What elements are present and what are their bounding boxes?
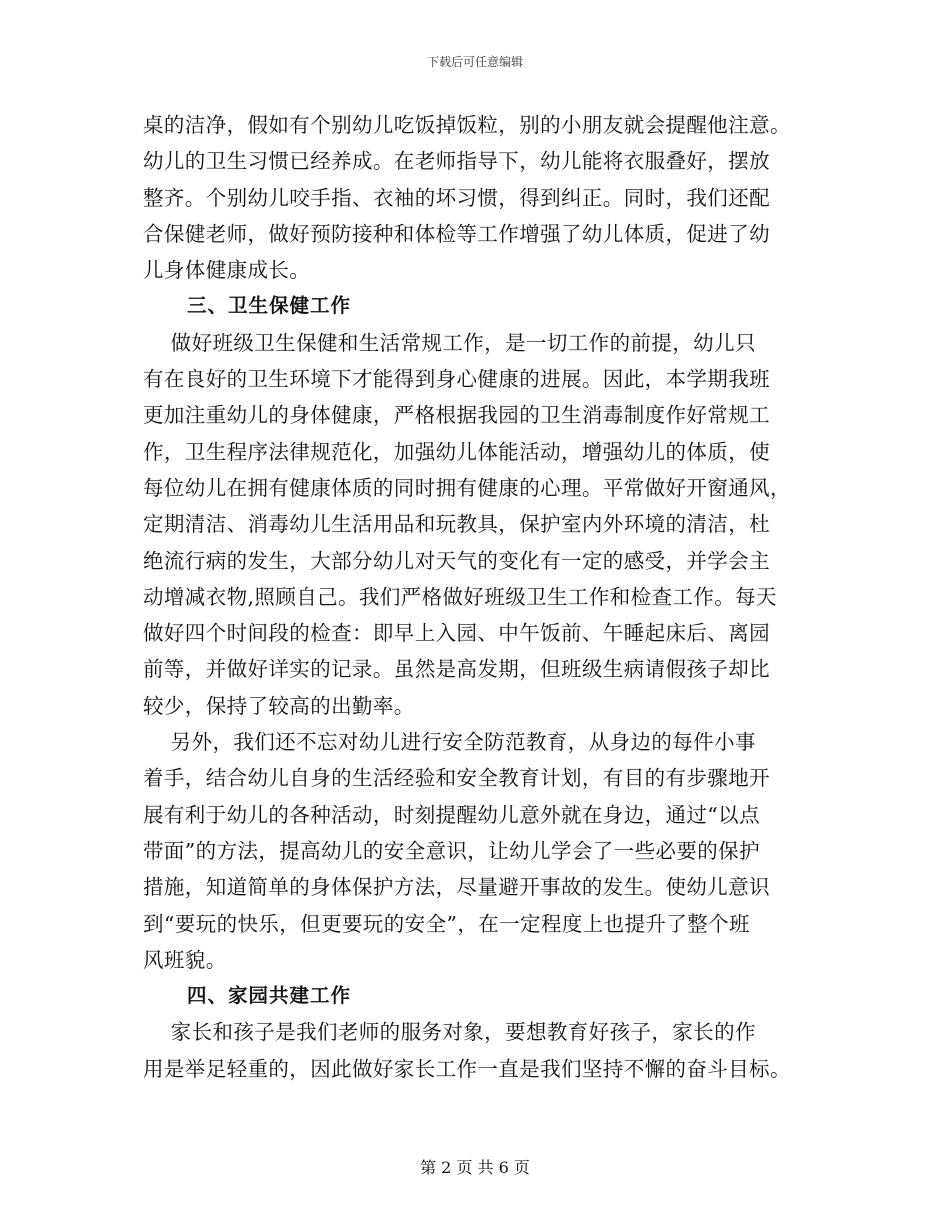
body-line: 动增减衣物,照顾自己。我们严格做好班级卫生工作和检查工作。每天 bbox=[143, 584, 777, 609]
section-heading: 三、卫生保健工作 bbox=[187, 294, 352, 318]
body-line: 较少，保持了较高的出勤率。 bbox=[143, 693, 415, 718]
document-body bbox=[143, 107, 807, 1087]
body-line: 做好四个时间段的检查：即早上入园、中午饭前、午睡起床后、离园 bbox=[143, 621, 770, 646]
page-header: 下载后可任意编辑 bbox=[426, 55, 523, 69]
body-line: 幼儿的卫生习惯已经养成。在老师指导下，幼儿能将衣服叠好，摆放 bbox=[143, 149, 770, 174]
body-line: 风班貌。 bbox=[143, 947, 227, 972]
page-footer: 第 2 页 共 6 页 bbox=[420, 1158, 530, 1177]
body-line: 桌的洁净，假如有个别幼儿吃饭掉饭粒，别的小朋友就会提醒他注意。 bbox=[143, 113, 791, 137]
body-line: 每位幼儿在拥有健康体质的同时拥有健康的心理。平常做好开窗通风， bbox=[143, 475, 791, 500]
body-line: 带面”的方法，提高幼儿的安全意识，让幼儿学会了一些必要的保护 bbox=[143, 838, 760, 863]
body-line: 着手，结合幼儿自身的生活经验和安全教育计划，有目的有步骤地开 bbox=[143, 766, 770, 791]
body-line: 儿身体健康成长。 bbox=[143, 258, 311, 283]
body-line: 用是举足轻重的，因此做好家长工作一直是我们坚持不懈的奋斗目标。 bbox=[143, 1056, 791, 1081]
body-line: 措施，知道简单的身体保护方法，尽量避开事故的发生。使幼儿意识 bbox=[143, 875, 770, 900]
body-line: 合保健老师，做好预防接种和体检等工作增强了幼儿体质，促进了幼 bbox=[143, 221, 770, 246]
body-line: 绝流行病的发生，大部分幼儿对天气的变化有一定的感受，并学会主 bbox=[143, 548, 770, 573]
body-line: 另外，我们还不忘对幼儿进行安全防范教育，从身边的每件小事 bbox=[143, 730, 756, 755]
body-line: 做好班级卫生保健和生活常规工作，是一切工作的前提，幼儿只 bbox=[143, 330, 756, 355]
body-line: 定期清洁、消毒幼儿生活用品和玩教具，保护室内外环境的清洁，杜 bbox=[143, 512, 770, 537]
body-line: 到“要玩的快乐，但更要玩的安全”，在一定程度上也提升了整个班 bbox=[143, 911, 750, 936]
section-heading: 四、家园共建工作 bbox=[187, 984, 352, 1008]
body-line: 整齐。个别幼儿咬手指、衣袖的坏习惯，得到纠正。同时，我们还配 bbox=[143, 185, 770, 210]
body-line: 前等，并做好详实的记录。虽然是高发期，但班级生病请假孩子却比 bbox=[143, 657, 770, 682]
body-line: 有在良好的卫生环境下才能得到身心健康的进展。因此，本学期我班 bbox=[143, 367, 770, 392]
body-line: 家长和孩子是我们老师的服务对象，要想教育好孩子，家长的作 bbox=[143, 1020, 756, 1045]
body-line: 作，卫生程序法律规范化，加强幼儿体能活动，增强幼儿的体质，使 bbox=[143, 439, 770, 464]
body-line: 展有利于幼儿的各种活动，时刻提醒幼儿意外就在身边，通过“以点 bbox=[143, 802, 760, 827]
body-line: 更加注重幼儿的身体健康，严格根据我园的卫生消毒制度作好常规工 bbox=[143, 403, 770, 428]
